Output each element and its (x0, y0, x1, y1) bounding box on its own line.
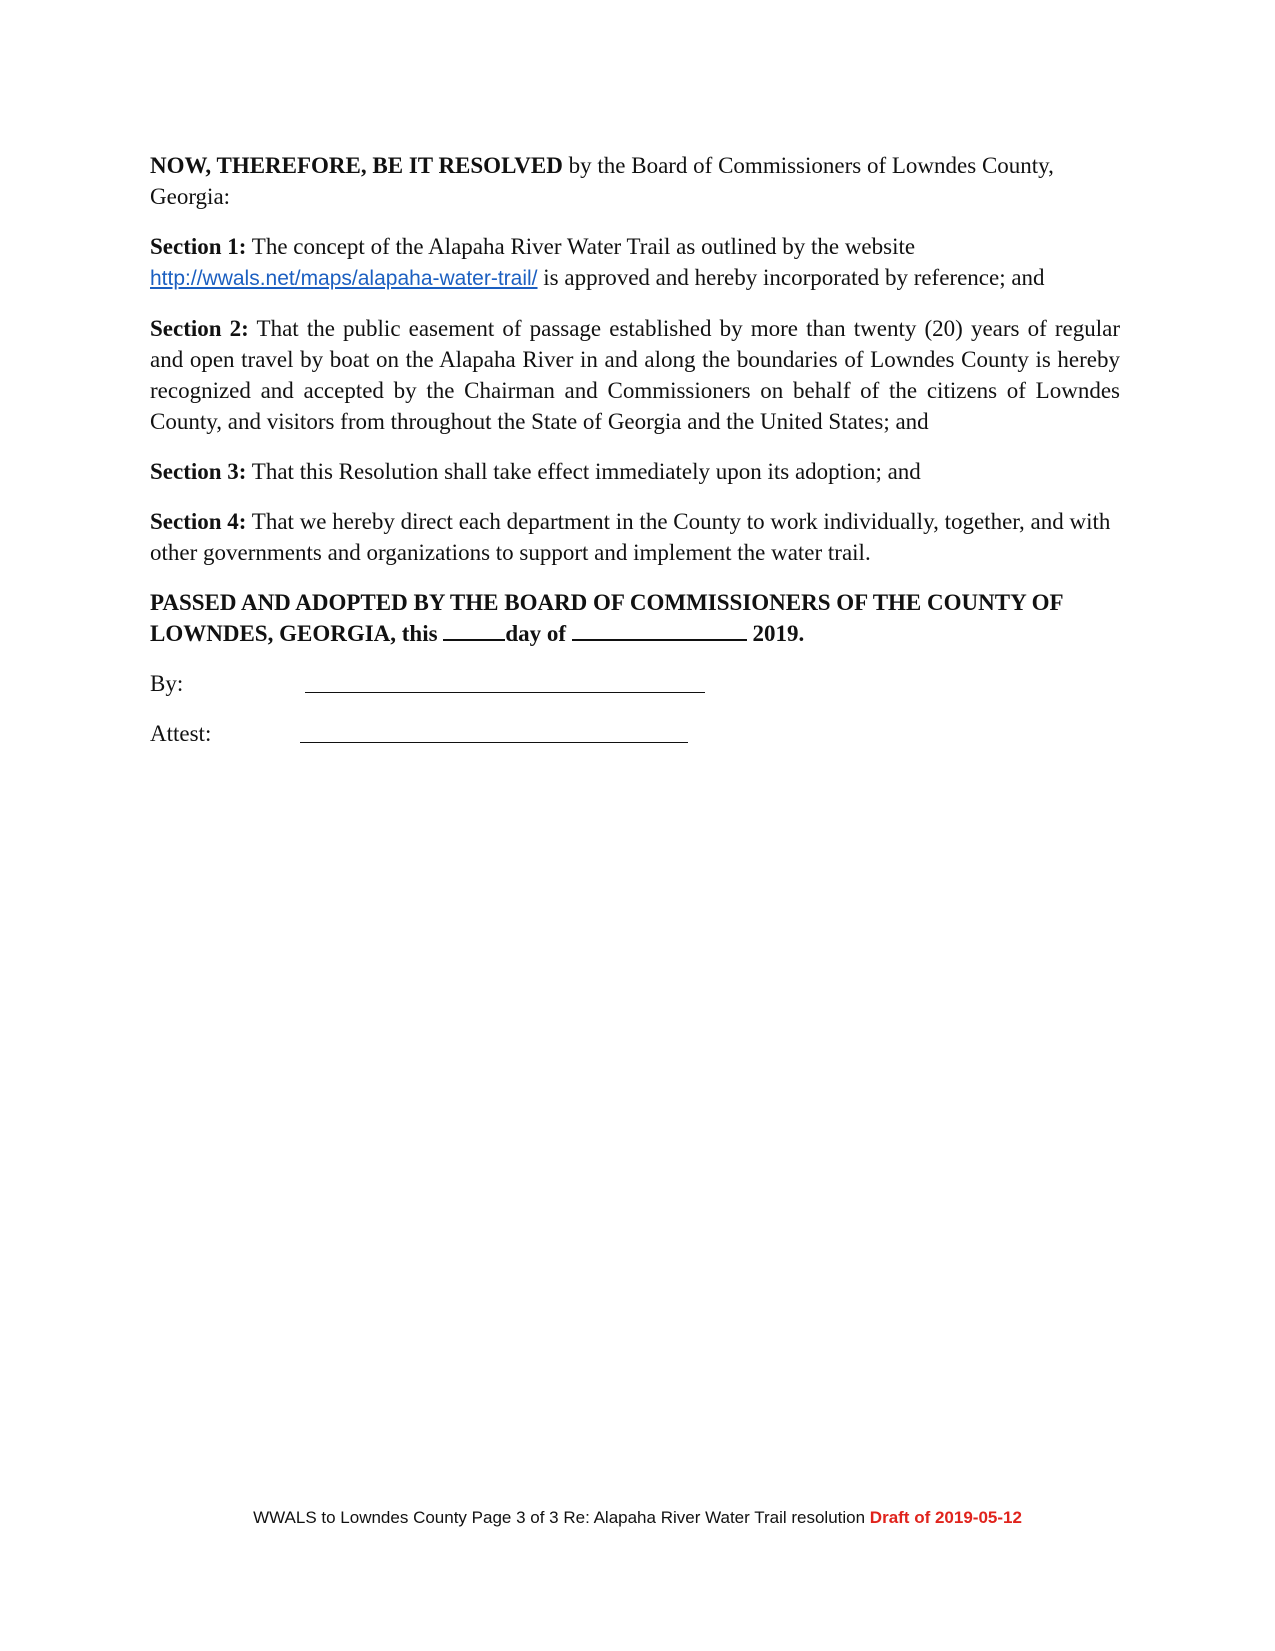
by-label: By: (150, 671, 184, 696)
by-signature-row (150, 668, 1120, 699)
section-2-text: That the public easement of passage established by more than twenty (20) years of regular and open travel by boat on the Alapaha River in and along the boundaries of Lowndes County is hereby recognized and accepted by the Chairman and Commissioners on behalf of the citizens of Lowndes County, and visitors from throughout the State of Georgia and the United States; and (150, 316, 1120, 434)
section-1-text-before: The concept of the Alapaha River Water Trail as outlined by the website (246, 234, 916, 259)
section-3-label: Section 3: (150, 459, 247, 484)
draft-label: Draft of 2019-05-12 (869, 1508, 1022, 1527)
passed-text: PASSED AND ADOPTED BY THE BOARD OF COMMISSIONERS OF THE COUNTY OF LOWNDES, GEORGIA, this (150, 590, 1063, 646)
attest-label: Attest: (150, 721, 212, 746)
section-1 (150, 231, 1120, 294)
resolved-paragraph (150, 150, 1120, 212)
passed-adopted-paragraph (150, 587, 1120, 649)
passed-day-of: day of (505, 621, 572, 646)
page-footer (0, 1508, 1275, 1528)
section-1-label: Section 1: (150, 234, 247, 259)
water-trail-link[interactable]: http://wwals.net/maps/alapaha-water-trail/ (150, 267, 538, 290)
section-2-label: Section 2: (150, 316, 249, 341)
section-1-text-after: is approved and hereby incorporated by reference; and (537, 265, 1045, 290)
by-signature-line (305, 692, 705, 693)
section-2 (150, 313, 1120, 437)
resolved-lead: NOW, THEREFORE, BE IT RESOLVED (150, 153, 563, 178)
section-4 (150, 506, 1120, 568)
resolved-rest: by the Board of Commissioners of Lowndes County, Georgia: (150, 153, 1054, 209)
footer-text: WWALS to Lowndes County Page 3 of 3 Re: Alapaha River Water Trail resolution (253, 1508, 870, 1527)
section-4-label: Section 4: (150, 509, 247, 534)
section-3-text: That this Resolution shall take effect immediately upon its adoption; and (246, 459, 921, 484)
attest-signature-row (150, 718, 1120, 749)
month-blank (572, 619, 747, 641)
section-4-text: That we hereby direct each department in the County to work individually, together, and with other governments and organizations to support and implement the water trail. (150, 509, 1111, 565)
attest-signature-line (300, 742, 688, 743)
section-3 (150, 456, 1120, 487)
document-page (150, 150, 1120, 768)
day-blank (443, 619, 505, 641)
passed-year: 2019. (746, 621, 805, 646)
